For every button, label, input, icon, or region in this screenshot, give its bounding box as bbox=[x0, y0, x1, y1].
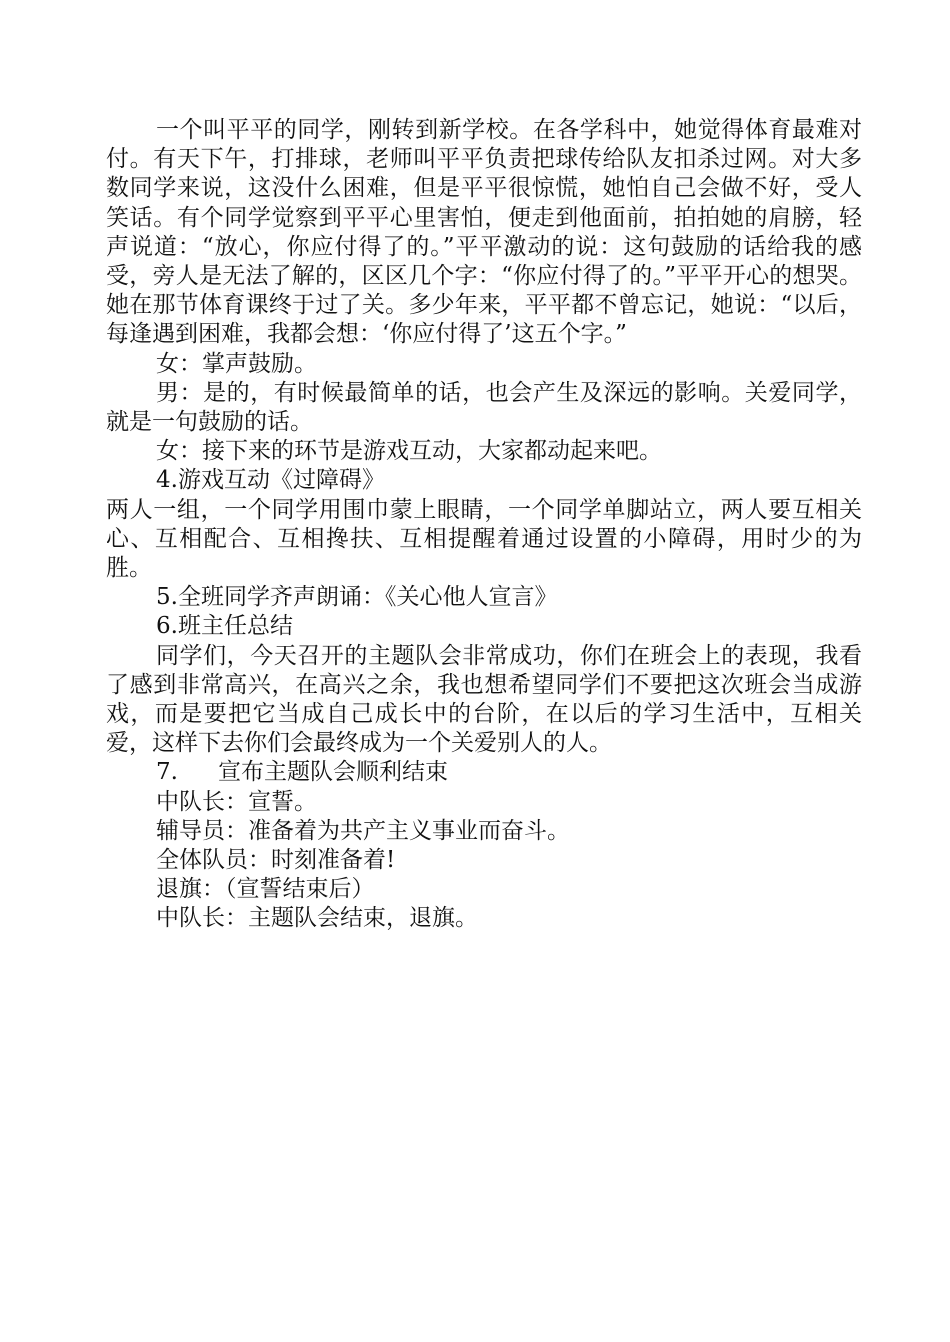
section-7-title: 宣布主题队会顺利结束 bbox=[217, 759, 448, 786]
section-4-body: 两人一组，一个同学用围巾蒙上眼睛，一个同学单脚站立，两人要互相关心、互相配合、互相搀扶、互相提醒着通过设置的小障碍，用时少的为胜。 bbox=[106, 496, 862, 582]
captain-closing-line: 中队长：主题队会结束，退旗。 bbox=[156, 905, 478, 932]
female-line-game-intro: 女：接下来的环节是游戏互动，大家都动起来吧。 bbox=[156, 438, 662, 465]
male-line-encouragement: 男：是的，有时候最简单的话，也会产生及深远的影响。关爱同学，就是一句鼓励的话。 bbox=[106, 379, 862, 436]
story-paragraph: 一个叫平平的同学，刚转到新学校。在各学科中，她觉得体育最难对付。有天下午，打排球，老师叫平平负责把球传给队友扣杀过网。对大多数同学来说，这没什么困难，但是平平很惊慌，她怕自己会做不好，受人笑话。有个同学觉察到平平心里害怕，便走到他面前，拍拍她的肩膀，轻声说道：“放心，你应付得了的。”平平激动的说：这句鼓励的话给我的感受，旁人是无法了解的，区区几个字：“你应付得了的。”平平开心的想哭。她在那节体育课终于过了关。多少年来，平平都不曾忘记，她说：“以后，每逢遇到困难，我都会想：‘你应付得了’这五个字。” bbox=[106, 117, 862, 348]
female-line-applause: 女：掌声鼓励。 bbox=[156, 350, 317, 377]
section-6-body: 同学们，今天召开的主题队会非常成功，你们在班会上的表现，我看了感到非常高兴，在高兴之余，我也想希望同学们不要把这次班会当成游戏，而是要把它当成自己成长中的台阶，在以后的学习生活中，互相关爱，这样下去你们会最终成为一个关爱别人的人。 bbox=[106, 642, 862, 757]
all-members-line: 全体队员：时刻准备着! bbox=[156, 847, 396, 874]
document-page bbox=[106, 116, 862, 934]
flag-retreat-line: 退旗：（宣誓结束后） bbox=[156, 876, 375, 903]
section-7-number: 7. bbox=[156, 759, 178, 786]
section-5-heading: 5.全班同学齐声朗诵：《关心他人宣言》 bbox=[156, 584, 558, 611]
section-7-heading bbox=[106, 758, 862, 787]
captain-oath-line: 中队长：宣誓。 bbox=[156, 788, 317, 815]
section-4-heading: 4.游戏互动《过障碍》 bbox=[156, 467, 385, 494]
section-6-heading: 6.班主任总结 bbox=[156, 613, 293, 640]
counselor-line: 辅导员：准备着为共产主义事业而奋斗。 bbox=[156, 817, 570, 844]
